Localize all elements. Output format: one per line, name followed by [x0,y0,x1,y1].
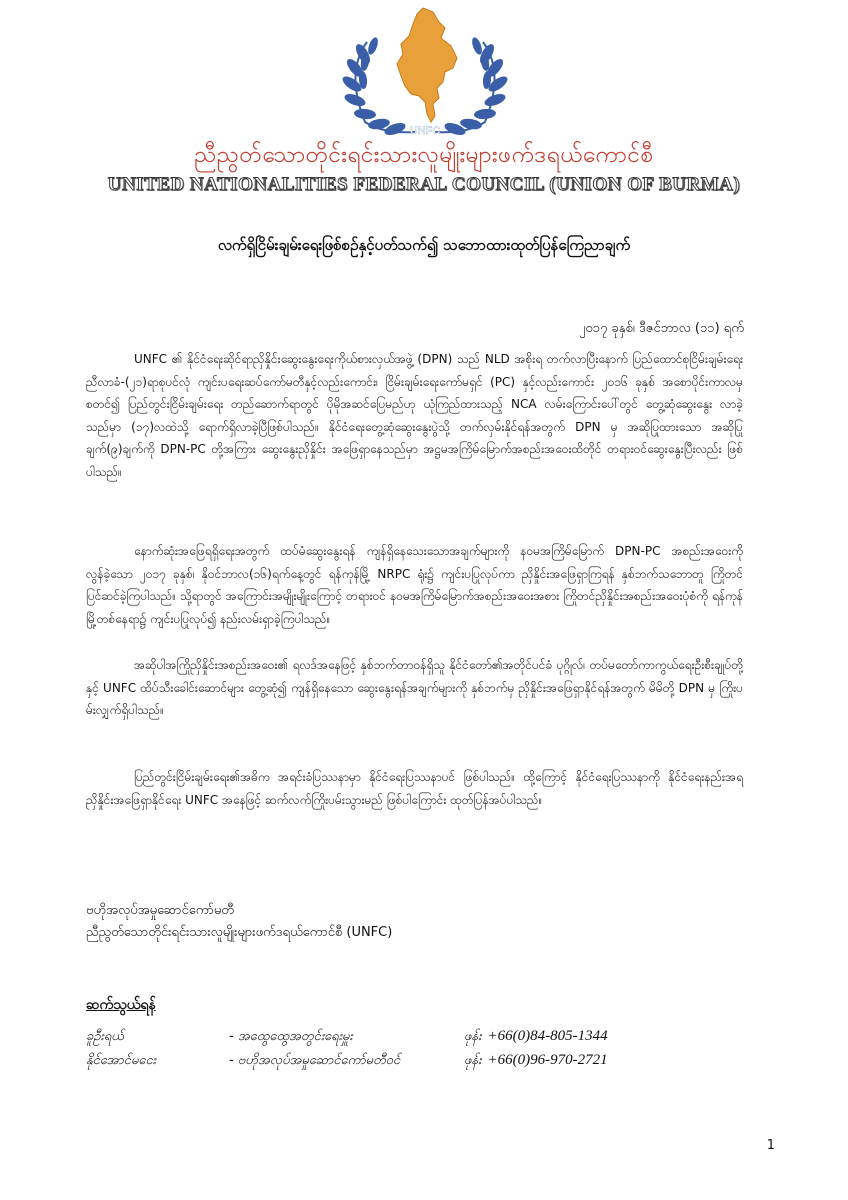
page-number: 1 [766,1138,775,1153]
burma-map-icon [397,8,457,122]
contact-name: ခူဦးရယ် [86,1029,124,1044]
statement-date: ၂၀၁၇ ခုနှစ်၊ ဒီဇင်ဘာလ (၁၁) ရက် [579,321,744,336]
contact-phone [464,1052,608,1071]
phone-label: ဖုန်း [464,1029,482,1044]
contact-row [86,1052,746,1076]
contact-name: နိုင်အောင်မငေး [86,1053,156,1068]
org-name-english: UNITED NATIONALITIES FEDERAL COUNCIL (UNION OF BURMA) [107,174,741,195]
contact-role: - အထွေထွေအတွင်းရေးမှူး [229,1029,353,1044]
signature-line-2: ညီညွတ်သောတိုင်းရင်းသားလူမျိုးများဖက်ဒရယ်ကောင်စီ (UNFC) [86,925,393,940]
contact-phone [464,1028,608,1047]
contact-role: - ဗဟိုအလုပ်အမှုဆောင်ကော်မတီဝင် [229,1053,401,1068]
unfc-logo [305,2,545,140]
contact-heading: ဆက်သွယ်ရန် [86,997,156,1013]
contact-row [86,1028,746,1052]
paragraph-1: UNFC ၏ နိုင်ငံရေးဆိုင်ရာညှိနှိုင်းဆွေးနွေးရေးကိုယ်စားလှယ်အဖွဲ့ (DPN) သည် NLD အစိုးရ တက်လာပြီးနောက် ပြည်ထောင်စုငြိမ်းချမ်းရေးညီလာခံ-(၂၁)ရာစုပင်လုံ ကျင်းပရေးဆပ်ကော်မတီနှင့်လည်းကောင်း၊ ငြိမ်းချမ်းရေးကော်မရှင် (PC) နှင့်လည်းကောင်း ၂၀၁၆ ခုနှစ် အစောပိုင်းကာလမှစတင်၍ ပြည်တွင်းငြိမ်းချမ်းရေး တည်ဆောက်ရာတွင် ပိုမိုအဆင်ပြေမည်ဟု ယုံကြည်ထားသည့် NCA လမ်းကြောင်းပေါ်တွင် တွေ့ဆုံဆွေးနွေး လာခဲ့သည်မှာ (၁၇)လထဲသို့ ရောက်ရှိလာခဲ့ပြီဖြစ်ပါသည်။ နိုင်ငံရေးတွေ့ဆုံဆွေးနွေးပွဲသို့ တက်လှမ်းနိုင်ရန်အတွက် DPN မှ အဆိုပြုထားသော အဆိုပြုချက်(၉)ချက်ကို DPN-PC တို့အကြား ဆွေးနွေးညှိနှိုင်း အဖြေရှာနေသည်မှာ အဋ္ဌမအကြိမ်မြောက်အစည်းအဝေးထိတိုင် တရားဝင်ဆွေးနွေးပြီးလည်း ဖြစ်ပါသည်။ [86,352,743,479]
paragraph-3: အဆိုပါအကြိုညှိနှိုင်းအစည်းအဝေး၏ ရလဒ်အနေဖြင့် နှစ်ဘက်တာဝန်ရှိသူ နိုင်ငံတော်၏အတိုင်ပင်ခံ ပုဂ္ဂိုလ်၊ တပ်မတော်ကာကွယ်ရေးဦးစီးချုပ်တို့နှင့် UNFC ထိပ်သီးခေါင်းဆောင်များ တွေ့ဆုံ၍ ကျန်ရှိနေသော ဆွေးနွေးရန်အချက်များကို နှစ်ဘက်မှ ညှိနှိုင်းအဖြေရှာနိုင်ရန်အတွက် မိမိတို့ DPN မှ ကြိုးပမ်းလျှက်ရှိပါသည်။ [86,658,743,717]
phone-label: ဖုန်း [464,1053,482,1068]
paragraph-2: နောက်ဆုံးအဖြေရရှိရေးအတွက် ထပ်မံဆွေးနွေးရန် ကျန်ရှိနေသေးသောအချက်များကို နဝမအကြိမ်မြောက် DPN-PC အစည်းအဝေးကို လွန်ခဲ့သော ၂၀၁၇ ခုနှစ်၊ နိုဝင်ဘာလ(၁၆)ရက်နေ့တွင် ရန်ကုန်မြို့ NRPC ရုံး၌ ကျင်းပပြုလုပ်ကာ ညှိနှိုင်းအဖြေရှာကြရန် နှစ်ဘက်သဘောတူ ကြိုတင်ပြင်ဆင်ခဲ့ကြပါသည်။ သို့ရာတွင် အကြောင်းအမျိုးမျိုးကြောင့် တရားဝင် နဝမအကြိမ်မြောက်အစည်းအဝေးအစား ကြိုတင်ညှိနှိုင်းအစည်းအဝေးပုံစံကို ရန်ကုန်မြို့တစ်နေရာ၌ ကျင်းပပြုလုပ်၍ နည်းလမ်းရှာခဲ့ကြပါသည်။ [86,544,743,626]
statement-title: လက်ရှိငြိမ်းချမ်းရေးဖြစ်စဉ်နှင့်ပတ်သက်၍ သဘောထားထုတ်ပြန်ကြေညာချက် [217,236,631,254]
org-name-myanmar: ညီညွတ်သောတိုင်းရင်းသားလူမျိုးများဖက်ဒရယ်ကောင်စီ [194,142,654,168]
phone-number[interactable]: +66(0)96-970-2721 [487,1052,608,1068]
contact-list [86,1028,746,1076]
paragraph-4: ပြည်တွင်းငြိမ်းချမ်းရေး၏အဓိက အရင်းခံပြဿနာမှာ နိုင်ငံရေးပြဿနာပင် ဖြစ်ပါသည်။ ထို့ကြောင့် နိုင်ငံရေးပြဿနာကို နိုင်ငံရေးနည်းအရ ညှိနှိုင်းအဖြေရှာနိုင်ရေး UNFC အနေဖြင့် ဆက်လက်ကြိုးပမ်းသွားမည် ဖြစ်ပါကြောင်း ထုတ်ပြန်အပ်ပါသည်။ [86,770,743,807]
logo-text: UNFC [409,125,441,137]
signature-block [86,900,392,944]
phone-number[interactable]: +66(0)84-805-1344 [487,1028,608,1044]
signature-line-1: ဗဟိုအလုပ်အမှုဆောင်ကော်မတီ [86,903,234,918]
